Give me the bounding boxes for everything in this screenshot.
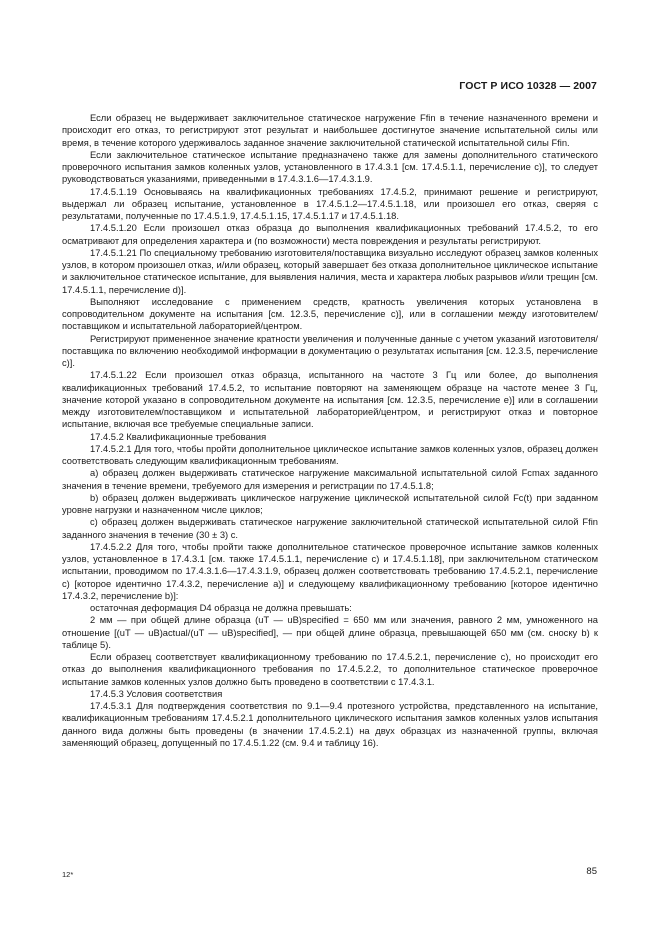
paragraph: Если образец соответствует квалификационному требованию по 17.4.5.2.1, перечисление c), но происходит его отказ до выполнения квалификационного требования по 17.4.5.2.2, то дополнительное статическое проверочное испытание замков коленных узлов должно быть проведено в соответствии с 17.4.3.1. (62, 652, 598, 687)
list-item: c) образец должен выдерживать статическое нагружение заключительной статической испытательной силой Ffin заданного значения в течение (30 ± 3) с. (62, 517, 598, 540)
paragraph: остаточная деформация D4 образца не должна превышать: (90, 603, 352, 613)
page-number: 85 (586, 866, 597, 877)
paragraph: Если заключительное статическое испытание предназначено также для замены дополнительного статического проверочного испытания замков коленных узлов, установленного в 17.4.3.1 [см. 17.4.5.1.1, перечисление c)], то следует руководствоваться указаниями, приведенными в 17.4.3.1.6—17.4.3.1.9. (62, 149, 598, 185)
document-header: ГОСТ Р ИСО 10328 — 2007 (459, 80, 597, 92)
section-heading: 17.4.5.2 Квалификационные требования (90, 431, 267, 442)
paragraph: 17.4.5.1.20 Если произошел отказ образца до выполнения квалификационных требований 17.4.5.2, то его осматривают для определения характера и (по возможности) места повреждения и результаты регистрируют. (62, 223, 598, 246)
section-heading: 17.4.5.3 Условия соответствия (90, 688, 223, 699)
paragraph: Если образец не выдерживает заключительное статическое нагружение Ffin в течение назначенного времени и происходит его отказ, то регистрируют этот результат и наибольшее достигнутое значение испытательной силы или время, в течение которого удерживалось заданное значение заключительной статической испытательной силы Ffin. (62, 113, 598, 148)
paragraph: 17.4.5.1.19 Основываясь на квалификационных требованиях 17.4.5.2, принимают решение и регистрируют, выдержал ли образец испытание, установленное в 17.4.5.1.2—17.4.5.1.18, или произошел его отказ, сверяя с результатами, полученные по 17.4.5.1.9, 17.4.5.1.15, 17.4.5.1.17 и 17.4.5.1.18. (62, 186, 598, 221)
paragraph: 17.4.5.2.2 Для того, чтобы пройти также дополнительное статическое проверочное испытание замков коленных узлов, установленное в 17.4.3.1 [см. также 17.4.5.1.1, перечисление c) и 17.4.5.1.18], при заключительном статическом испытании, проводимом по 17.4.3.1.6—17.4.3.1.9, образец должен соответствовать требованию 17.4.5.2.1, перечисление c) [которое идентично 17.4.3.2, перечисление a)] и следующему квалификационному требованию [которое идентично 17.4.3.2, перечисление b)]: (62, 541, 598, 601)
paragraph: Регистрируют примененное значение кратности увеличения и полученные данные с учетом указаний изготовителя/поставщика по включению необходимой информации в документацию о результатах испытания [см. 12.3.5, перечисление c)]. (62, 333, 598, 368)
page-body (62, 112, 598, 749)
paragraph: 17.4.5.1.22 Если произошел отказ образца, испытанного на частоте 3 Гц или более, до выполнения квалификационных требований 17.4.5.2, то испытание повторяют на заменяющем образце на частоте менее 3 Гц, значение которой указано в сопроводительном документе на испытания [см. 12.3.5, перечисление e)] или в соглашении между изготовителем/поставщиком и испытательной лабораторией/центром, и регистрируют отказ и повторное испытание, включая все требуемые специальные записи. (62, 370, 598, 430)
sheet-mark: 12* (62, 870, 74, 879)
list-item: a) образец должен выдерживать статическое нагружение максимальной испытательной силой Fcmax заданного значения в течение времени, требуемого для измерения и регистрации по 17.4.5.1.8; (62, 468, 598, 491)
paragraph: 17.4.5.1.21 По специальному требованию изготовителя/поставщика визуально исследуют образец замков коленных узлов, в котором произошел отказ, и/или образец, который завершает без отказа дополнительное циклическое испытание и заключительное статическое испытание, для выявления наличия, места и характера любых разрывов и/или трещин [см. 17.4.5.1.1, перечисление d)]. (62, 247, 598, 295)
list-item: b) образец должен выдерживать циклическое нагружение циклической испытательной силой Fc(t) при заданном уровне нагрузки и назначенном числе циклов; (62, 492, 598, 515)
paragraph: Выполняют исследование с применением средств, кратность увеличения которых установлена в сопроводительном документе на испытания [см. 12.3.5, перечисление c)], или в соглашении между изготовителем/поставщиком и испытательной лабораторией/центром. (62, 296, 598, 332)
paragraph: 2 мм — при общей длине образца (uT — uB)specified = 650 мм или значения, равного 2 мм, умноженного на отношение [(uT — uB)actual/(uT — uB)specified], — при общей длине образца, превышающей 650 мм (см. сноску b) к таблице 5). (62, 615, 598, 650)
paragraph: 17.4.5.3.1 Для подтверждения соответствия по 9.1—9.4 протезного устройства, представленного на испытание, квалификационным требованиям 17.4.5.2.1 дополнительного циклического испытания замков коленных узлов испытания данного вида должны быть проведены (в значении 17.4.5.2.1) на двух образцах из назначенной группы, включая заменяющий образец, допущенный по 17.4.5.1.22 (см. 9.4 и таблицу 16). (62, 701, 598, 748)
paragraph: 17.4.5.2.1 Для того, чтобы пройти дополнительное циклическое испытание замков коленных узлов, образец должен соответствовать следующим квалификационным требованиям. (62, 443, 598, 466)
